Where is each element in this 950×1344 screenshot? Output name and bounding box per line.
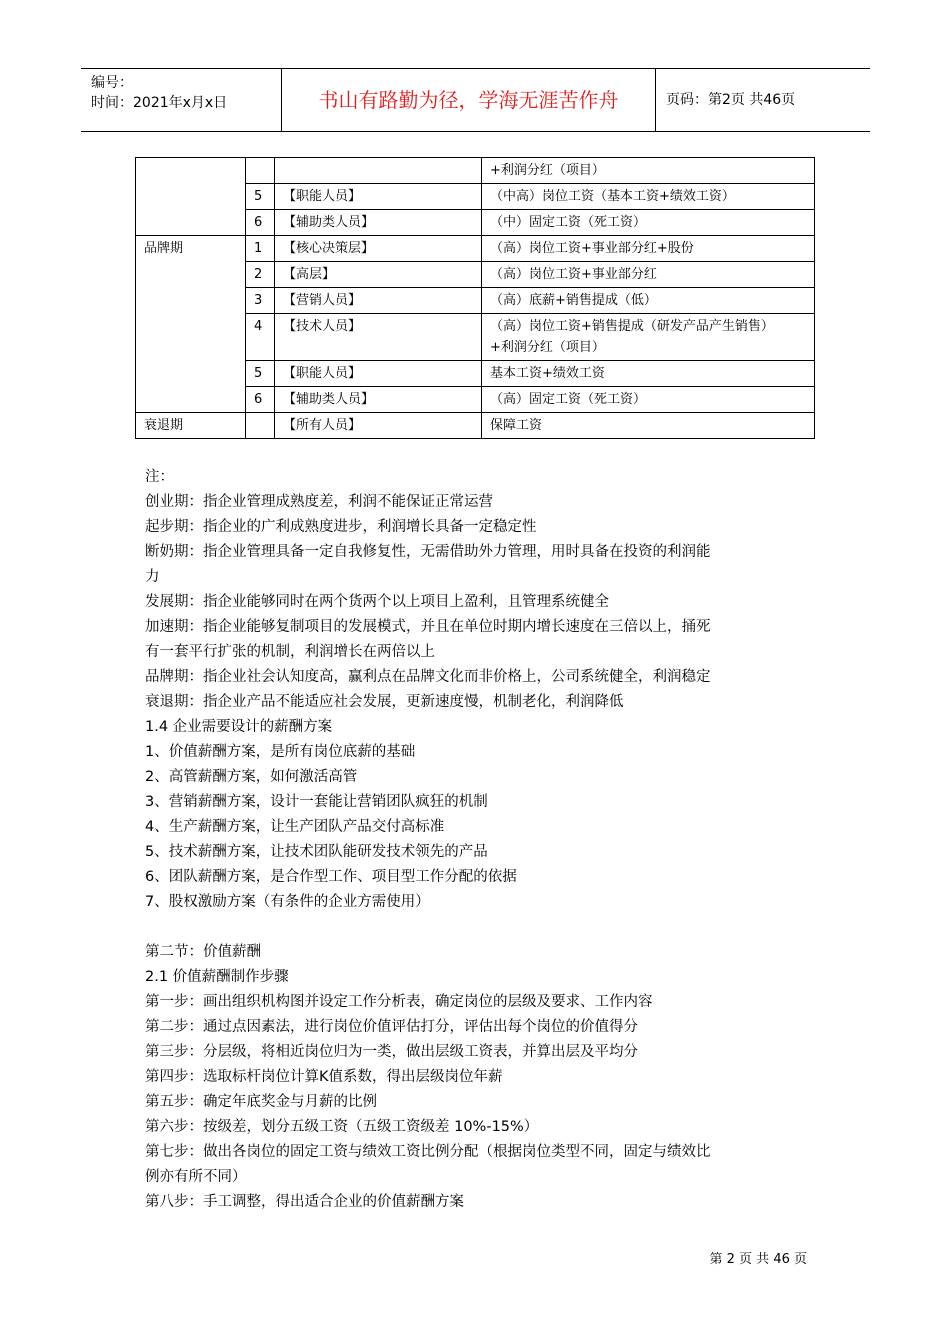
header-page-label: 页码：第2页 共46页 <box>666 92 796 108</box>
step-line: 第五步：确定年底奖金与月薪的比例 <box>145 1094 377 1110</box>
period-cell <box>136 262 246 288</box>
pay-cell: （中高）岗位工资（基本工资+绩效工资） <box>482 184 815 210</box>
pay-cell: 基本工资+绩效工资 <box>482 361 815 387</box>
note-line: 力 <box>145 569 160 585</box>
note-line: 有一套平行扩张的机制，利润增长在两倍以上 <box>145 644 435 660</box>
page-footer: 第 2 页 共 46 页 <box>709 1252 807 1267</box>
step-line: 第三步：分层级，将相近岗位归为一类，做出层级工资表，并算出层及平均分 <box>145 1044 638 1060</box>
header-motto: 书山有路勤为径，学海无涯苦作舟 <box>281 69 656 131</box>
step-line: 第一步：画出组织机构图并设定工作分析表，确定岗位的层级及要求、工作内容 <box>145 994 653 1010</box>
table-row <box>136 413 815 439</box>
pay-line-1: （高）岗位工资+销售提成（研发产品产生销售） <box>490 319 774 334</box>
pay-cell: （高）固定工资（死工资） <box>482 387 815 413</box>
pay-cell <box>482 314 815 361</box>
list-item: 6、团队薪酬方案，是合作型工作、项目型工作分配的依据 <box>145 869 517 885</box>
role-cell: 【技术人员】 <box>275 314 482 361</box>
table-row <box>136 262 815 288</box>
note-line: 注： <box>145 469 174 485</box>
period-cell <box>136 158 246 184</box>
pay-cell: 保障工资 <box>482 413 815 439</box>
table-row <box>136 210 815 236</box>
table-row <box>136 314 815 361</box>
pay-cell: +利润分红（项目） <box>482 158 815 184</box>
role-cell: 【所有人员】 <box>275 413 482 439</box>
table-row <box>136 184 815 210</box>
number-label: 编号： <box>91 75 133 91</box>
pay-cell: （中）固定工资（死工资） <box>482 210 815 236</box>
list-item: 7、股权激励方案（有条件的企业方需使用） <box>145 894 430 910</box>
role-cell: 【职能人员】 <box>275 184 482 210</box>
step-line: 第二步：通过点因素法，进行岗位价值评估打分，评估出每个岗位的价值得分 <box>145 1019 638 1035</box>
index-cell: 5 <box>246 184 275 210</box>
list-item: 4、生产薪酬方案，让生产团队产品交付高标准 <box>145 819 445 835</box>
note-line: 衰退期：指企业产品不能适应社会发展，更新速度慢，机制老化，利润降低 <box>145 694 624 710</box>
note-line: 发展期：指企业能够同时在两个货两个以上项目上盈利，且管理系统健全 <box>145 594 609 610</box>
pay-cell: （高）岗位工资+事业部分红 <box>482 262 815 288</box>
list-item: 2、高管薪酬方案，如何激活高管 <box>145 769 358 785</box>
index-cell: 1 <box>246 236 275 262</box>
period-cell <box>136 210 246 236</box>
pay-cell: （高）岗位工资+事业部分红+股份 <box>482 236 815 262</box>
note-line: 起步期：指企业的广利成熟度进步，利润增长具备一定稳定性 <box>145 519 537 535</box>
step-line: 第六步：按级差，划分五级工资（五级工资级差 10%-15%） <box>145 1119 539 1135</box>
role-cell: 【核心决策层】 <box>275 236 482 262</box>
step-line: 第八步：手工调整，得出适合企业的价值薪酬方案 <box>145 1194 464 1210</box>
section-heading: 1.4 企业需要设计的薪酬方案 <box>145 719 333 735</box>
period-cell: 品牌期 <box>136 236 246 262</box>
notes-section <box>145 465 805 1215</box>
step-line: 第四步：选取标杆岗位计算K值系数，得出层级岗位年薪 <box>145 1069 503 1085</box>
note-line: 创业期：指企业管理成熟度差，利润不能保证正常运营 <box>145 494 493 510</box>
list-item: 5、技术薪酬方案，让技术团队能研发技术领先的产品 <box>145 844 488 860</box>
pay-cell: （高）底薪+销售提成（低） <box>482 288 815 314</box>
period-cell <box>136 184 246 210</box>
table-row <box>136 387 815 413</box>
period-cell <box>136 361 246 387</box>
period-cell <box>136 288 246 314</box>
blank-line <box>145 915 805 940</box>
index-cell <box>246 413 275 439</box>
time-label: 时间：2021年x月x日 <box>91 95 228 111</box>
step-line: 第七步：做出各岗位的固定工资与绩效工资比例分配（根据岗位类型不同，固定与绩效比 <box>145 1144 711 1160</box>
page-header <box>81 68 870 132</box>
list-item: 1、价值薪酬方案，是所有岗位底薪的基础 <box>145 744 416 760</box>
note-line: 加速期：指企业能够复制项目的发展模式，并且在单位时期内增长速度在三倍以上，捅死 <box>145 619 711 635</box>
role-cell <box>275 158 482 184</box>
step-line: 例亦有所不同） <box>145 1169 247 1185</box>
role-cell: 【辅助类人员】 <box>275 387 482 413</box>
index-cell <box>246 158 275 184</box>
section-heading: 第二节：价值薪酬 <box>145 944 261 960</box>
role-cell: 【辅助类人员】 <box>275 210 482 236</box>
section-heading: 2.1 价值薪酬制作步骤 <box>145 969 289 985</box>
table-row <box>136 236 815 262</box>
list-item: 3、营销薪酬方案，设计一套能让营销团队疯狂的机制 <box>145 794 488 810</box>
period-cell <box>136 387 246 413</box>
index-cell: 2 <box>246 262 275 288</box>
index-cell: 5 <box>246 361 275 387</box>
index-cell: 4 <box>246 314 275 361</box>
salary-table <box>135 157 815 439</box>
pay-line-2: +利润分红（项目） <box>490 340 605 355</box>
header-meta <box>81 69 281 131</box>
index-cell: 6 <box>246 210 275 236</box>
note-line: 断奶期：指企业管理具备一定自我修复性，无需借助外力管理，用时具备在投资的利润能 <box>145 544 711 560</box>
table-row <box>136 361 815 387</box>
role-cell: 【职能人员】 <box>275 361 482 387</box>
table-row <box>136 288 815 314</box>
note-line: 品牌期：指企业社会认知度高，赢利点在品牌文化而非价格上，公司系统健全，利润稳定 <box>145 669 711 685</box>
table-row <box>136 158 815 184</box>
role-cell: 【高层】 <box>275 262 482 288</box>
role-cell: 【营销人员】 <box>275 288 482 314</box>
index-cell: 3 <box>246 288 275 314</box>
period-cell: 衰退期 <box>136 413 246 439</box>
period-cell <box>136 314 246 361</box>
index-cell: 6 <box>246 387 275 413</box>
